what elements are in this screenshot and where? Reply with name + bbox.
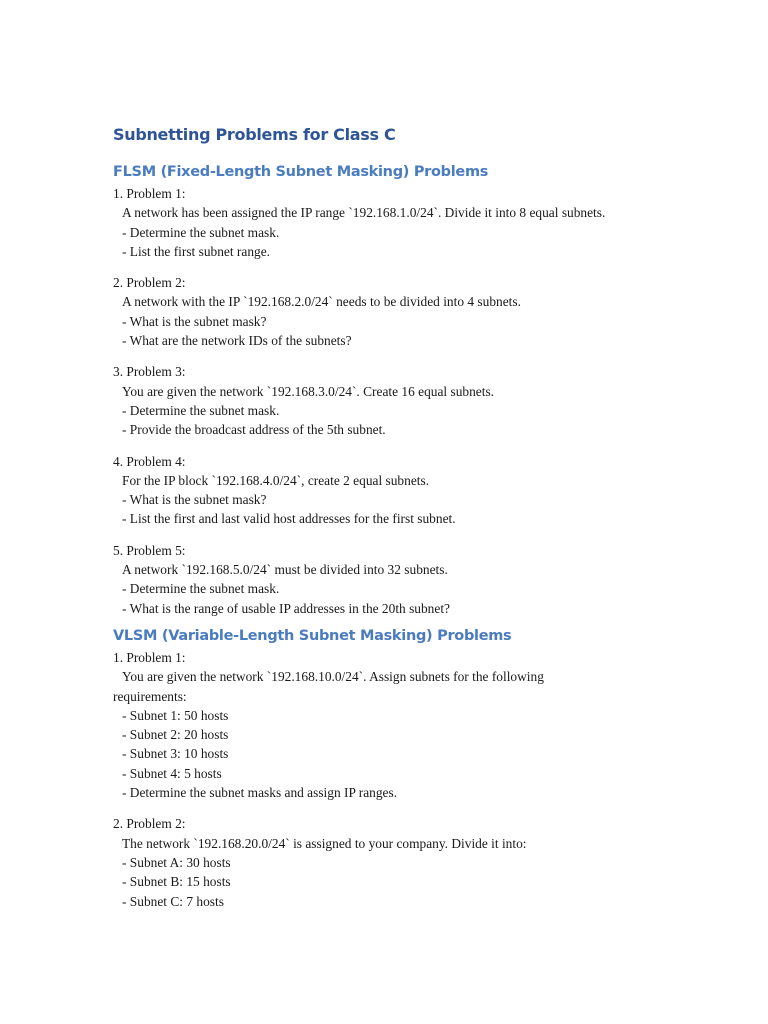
section-vlsm	[113, 626, 673, 911]
section-heading-vlsm: VLSM (Variable-Length Subnet Masking) Problems	[113, 627, 512, 644]
problem-label: 3. Problem 3:	[113, 364, 186, 380]
problem-statement: You are given the network `192.168.3.0/24`. Create 16 equal subnets.	[122, 383, 495, 399]
problem-label: 5. Problem 5:	[113, 542, 186, 558]
problem-statement: The network `192.168.20.0/24` is assigned to your company. Divide it into:	[122, 835, 527, 851]
problem-item: - What are the network IDs of the subnets?	[122, 333, 352, 349]
problem-label: 1. Problem 1:	[113, 186, 186, 201]
problem-item: - Determine the subnet masks and assign IP ranges.	[122, 785, 398, 801]
problem-statement: You are given the network `192.168.10.0/24`. Assign subnets for the following	[122, 669, 544, 685]
problem-item: - Subnet A: 30 hosts	[122, 854, 231, 870]
problem-label: 4. Problem 4:	[113, 453, 186, 469]
problem-item: - List the first and last valid host addresses for the first subnet.	[122, 511, 456, 527]
problem-item: - Subnet 1: 50 hosts	[122, 707, 229, 723]
section-flsm	[113, 162, 673, 618]
problem-item: - Subnet 3: 10 hosts	[122, 746, 229, 762]
document-title: Subnetting Problems for Class C	[113, 125, 396, 144]
problem-item: - Subnet 2: 20 hosts	[122, 727, 229, 743]
problem-statement-continued: requirements:	[113, 688, 187, 704]
problem-statement: For the IP block `192.168.4.0/24`, create 2 equal subnets.	[122, 472, 430, 488]
flsm-problem-4	[113, 452, 673, 529]
problem-item: - Subnet C: 7 hosts	[122, 893, 224, 909]
flsm-problem-2	[113, 273, 673, 350]
problem-item: - Subnet 4: 5 hosts	[122, 765, 222, 781]
section-heading-flsm: FLSM (Fixed-Length Subnet Masking) Problems	[113, 164, 489, 180]
document-content	[113, 124, 673, 919]
problem-item: - Provide the broadcast address of the 5th subnet.	[122, 422, 386, 438]
problem-item: - Subnet B: 15 hosts	[122, 874, 231, 890]
problem-item: - What is the subnet mask?	[122, 313, 267, 329]
problem-statement: A network with the IP `192.168.2.0/24` needs to be divided into 4 subnets.	[122, 294, 521, 310]
problem-statement: A network `192.168.5.0/24` must be divided into 32 subnets.	[122, 562, 448, 578]
problem-item: - What is the subnet mask?	[122, 492, 267, 508]
problem-item: - List the first subnet range.	[122, 243, 271, 259]
problem-statement: A network has been assigned the IP range `192.168.1.0/24`. Divide it into 8 equal subnets.	[122, 205, 606, 221]
flsm-problem-1	[113, 184, 673, 261]
problem-item: - Determine the subnet mask.	[122, 224, 280, 240]
flsm-problem-3	[113, 362, 673, 439]
vlsm-problem-1	[113, 648, 673, 802]
vlsm-problem-2	[113, 814, 673, 910]
problem-label: 1. Problem 1:	[113, 649, 186, 665]
problem-item: - What is the range of usable IP addresses in the 20th subnet?	[122, 600, 450, 616]
problem-item: - Determine the subnet mask.	[122, 581, 280, 597]
flsm-problem-5	[113, 541, 673, 618]
problem-item: - Determine the subnet mask.	[122, 402, 280, 418]
problem-label: 2. Problem 2:	[113, 816, 186, 832]
problem-label: 2. Problem 2:	[113, 275, 186, 291]
